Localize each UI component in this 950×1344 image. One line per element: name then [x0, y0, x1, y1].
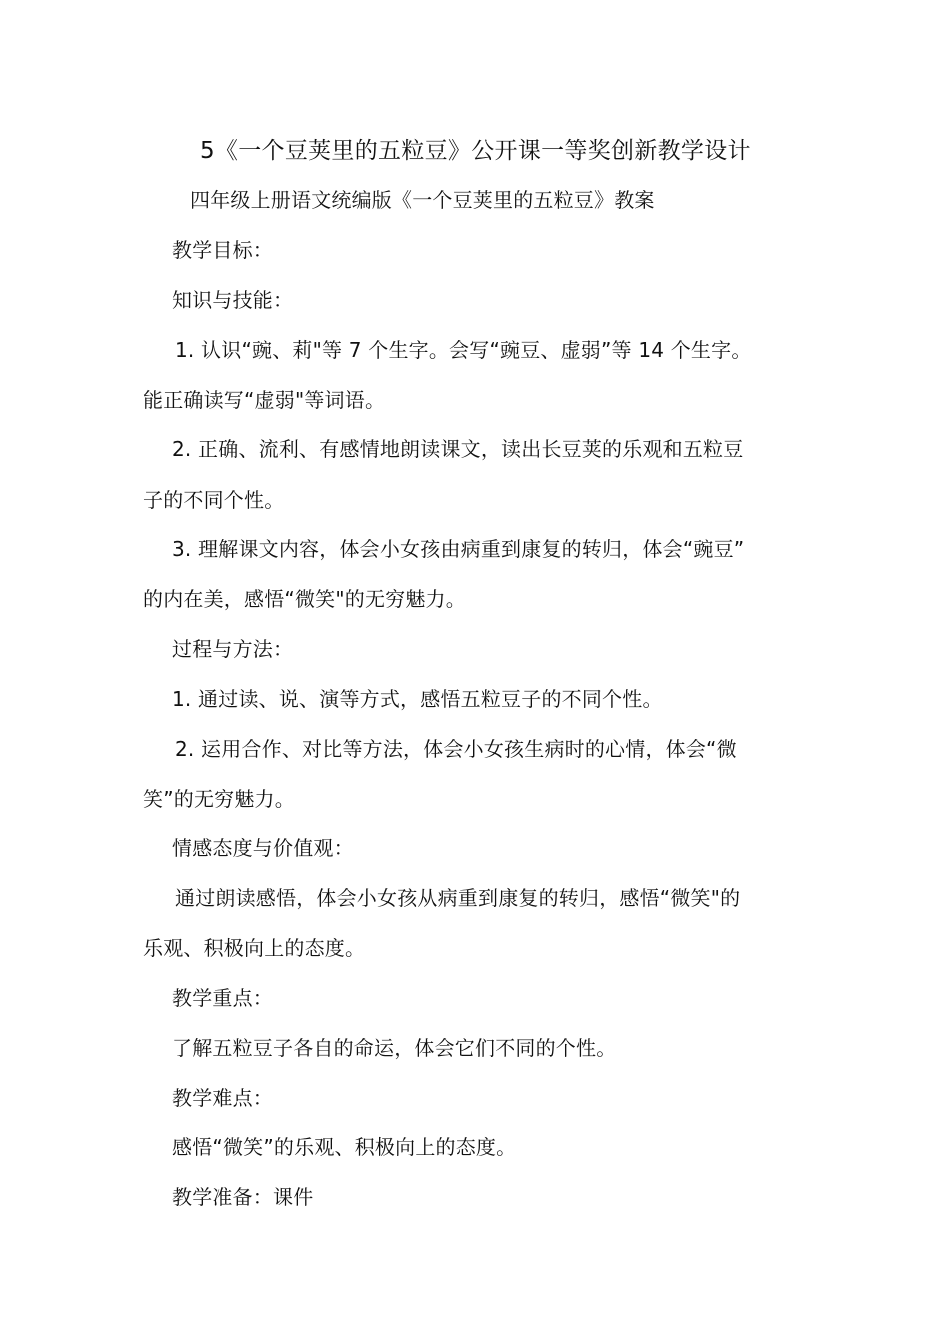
knowledge-item-1-line-2: 能正确读写“虚弱"等词语。	[143, 388, 386, 412]
knowledge-item-2-line-1: 2. 正确、流利、有感情地朗读课文，读出长豆荚的乐观和五粒豆	[172, 437, 744, 461]
key-points-text: 了解五粒豆子各自的命运，体会它们不同的个性。	[172, 1036, 617, 1060]
process-heading: 过程与方法：	[172, 637, 294, 661]
preparation-text: 教学准备：课件	[172, 1185, 314, 1209]
key-points-heading: 教学重点：	[172, 986, 273, 1010]
process-item-1: 1. 通过读、说、演等方式，感悟五粒豆子的不同个性。	[172, 687, 663, 711]
emotion-text-line-2: 乐观、积极向上的态度。	[143, 936, 366, 960]
emotion-text-line-1: 通过朗读感悟，体会小女孩从病重到康复的转归，感悟“微笑"的	[175, 886, 741, 910]
emotion-heading: 情感态度与价值观：	[172, 836, 354, 860]
process-item-2-line-1: 2. 运用合作、对比等方法，体会小女孩生病时的心情，体会“微	[175, 737, 737, 761]
knowledge-item-1-line-1: 1. 认识“豌、莉"等 7 个生字。会写“豌豆、虚弱”等 14 个生字。	[175, 338, 752, 362]
knowledge-heading: 知识与技能：	[172, 288, 294, 312]
knowledge-item-3-line-2: 的内在美，感悟“微笑"的无穷魅力。	[143, 587, 466, 611]
process-item-2-line-2: 笑”的无穷魅力。	[143, 787, 295, 811]
difficulty-text: 感悟“微笑”的乐观、积极向上的态度。	[172, 1135, 517, 1159]
knowledge-item-3-line-1: 3. 理解课文内容，体会小女孩由病重到康复的转归，体会“豌豆”	[172, 537, 745, 561]
document-title: 5《一个豆荚里的五粒豆》公开课一等奖创新教学设计	[200, 138, 751, 164]
goals-heading: 教学目标：	[172, 238, 273, 262]
knowledge-item-2-line-2: 子的不同个性。	[143, 488, 285, 512]
document-subtitle: 四年级上册语文统编版《一个豆荚里的五粒豆》教案	[190, 188, 655, 212]
difficulty-heading: 教学难点：	[172, 1086, 273, 1110]
